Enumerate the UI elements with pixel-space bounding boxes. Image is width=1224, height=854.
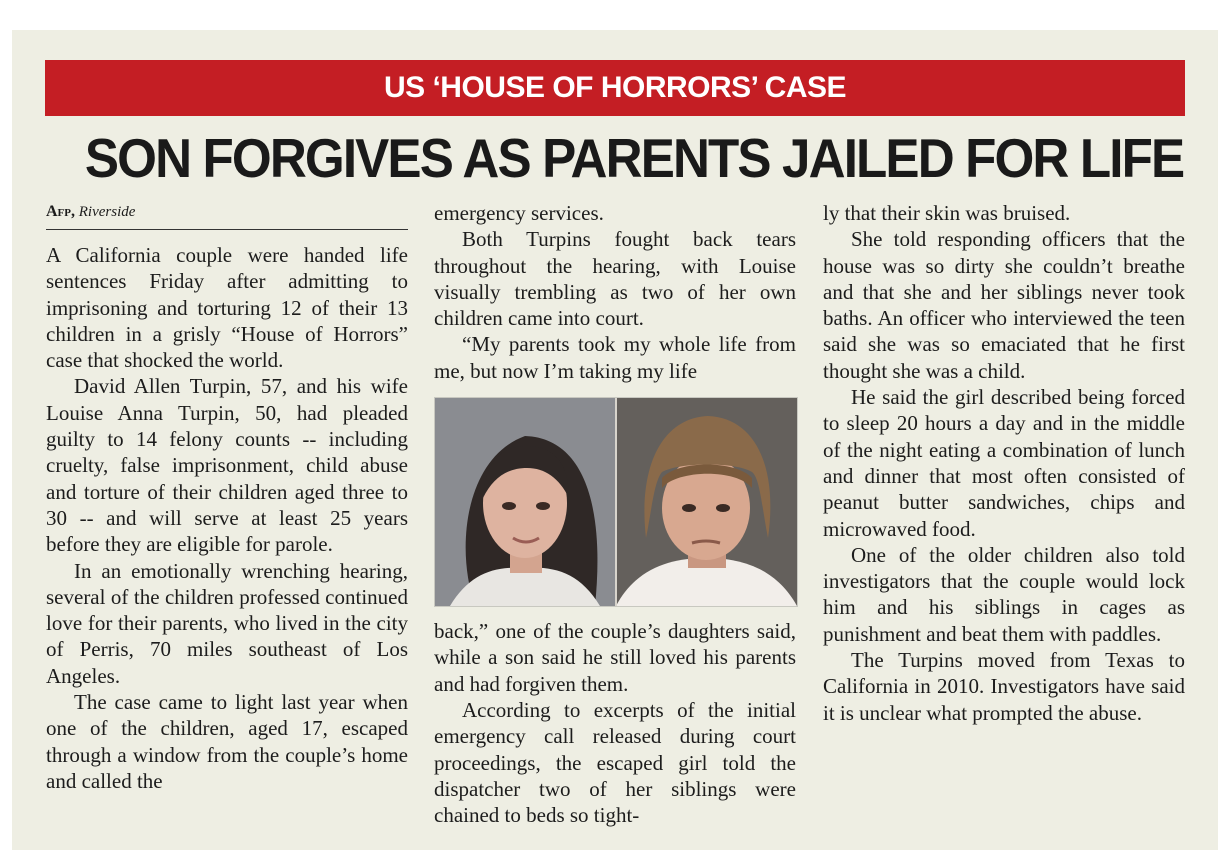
woman-mugshot-icon <box>435 398 616 606</box>
paragraph: The case came to light last year when one of the children, aged 17, escaped through a window from the couple’s home and called the <box>46 690 408 793</box>
article-photo <box>434 397 798 607</box>
paragraph: back,” one of the couple’s daughters said, while a son said he still loved his parents and had forgiven them. <box>434 619 796 696</box>
byline-rule <box>46 229 408 230</box>
paragraph: Both Turpins fought back tears throughout the hearing, with Louise visually trembling as two of her own children came into court. <box>434 227 796 331</box>
article-column-3 <box>823 200 1185 726</box>
paragraph: A California couple were handed life sentences Friday after admitting to imprisoning and torturing 12 of their 13 children in a grisly “House of Horrors” case that shocked the world. <box>46 243 408 373</box>
paragraph: She told responding officers that the house was so dirty she couldn’t breathe and that she and her siblings never took baths. An officer who interviewed the teen said she was so emaciated that he first thought she was a child. <box>823 227 1185 383</box>
paragraph: He said the girl described being forced to sleep 20 hours a day and in the middle of the night eating a combination of lunch and dinner that most often consisted of peanut butter sandwiches, chips and microwaved food. <box>823 385 1185 541</box>
paragraph: “My parents took my whole life from me, but now I’m taking my life <box>434 332 796 383</box>
paragraph: emergency services. <box>434 201 604 225</box>
article-column-2 <box>434 200 796 828</box>
paragraph: One of the older children also told investigators that the couple would lock him and his siblings in cages as punishment and beat them with paddles. <box>823 542 1185 646</box>
article-headline: SON FORGIVES AS PARENTS JAILED FOR LIFE <box>84 127 1184 189</box>
article-kicker: US ‘HOUSE OF HORRORS’ CASE <box>45 60 1185 116</box>
byline-place: Riverside <box>78 204 136 220</box>
byline-agency: Afp, <box>46 203 75 220</box>
byline <box>46 202 408 222</box>
paragraph: ly that their skin was bruised. <box>823 201 1071 225</box>
paragraph: David Allen Turpin, 57, and his wife Louise Anna Turpin, 50, had pleaded guilty to 14 felony counts -- including cruelty, false imprisonment, child abuse and torture of their children aged three to 30 -- and will serve at least 25 years before they are eligible for parole. <box>46 374 408 557</box>
paragraph: In an emotionally wrenching hearing, several of the children professed continued love for their parents, who lived in the city of Perris, 70 miles southeast of Los Angeles. <box>46 558 408 688</box>
paragraph: According to excerpts of the initial emergency call released during court proceedings, the escaped girl told the dispatcher two of her siblings were chained to beds so tight- <box>434 697 796 828</box>
top-strip <box>0 0 1224 10</box>
paragraph: The Turpins moved from Texas to California in 2010. Investigators have said it is unclear what prompted the abuse. <box>823 648 1185 725</box>
photo-divider <box>615 398 617 606</box>
article-column-1 <box>46 200 408 794</box>
man-mugshot-icon <box>616 398 797 606</box>
